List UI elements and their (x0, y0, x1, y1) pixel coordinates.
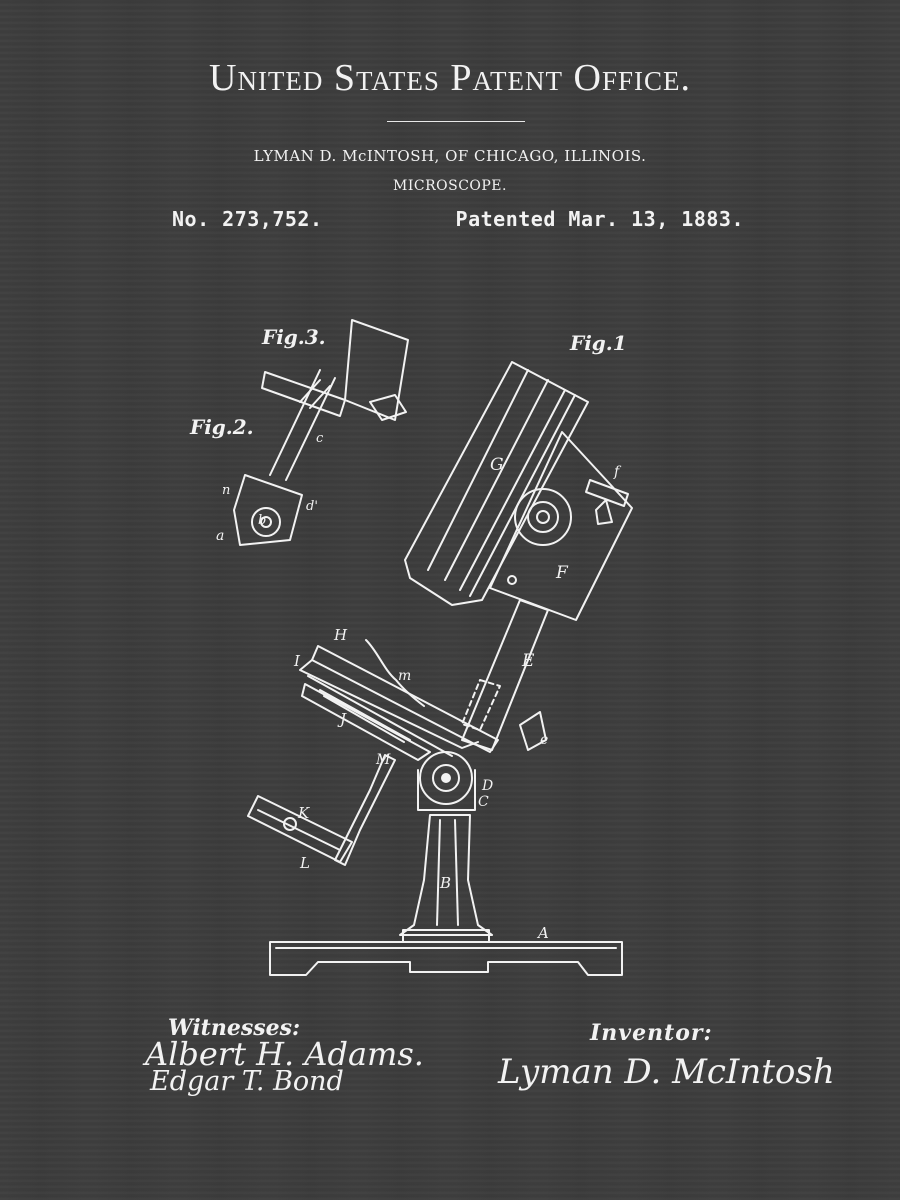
label-a: a (216, 528, 225, 544)
label-n: n (222, 483, 231, 498)
rack-housing (490, 432, 632, 620)
fig2-detail (234, 475, 302, 545)
witness-signature-1: Albert H. Adams. (145, 1035, 424, 1073)
label-b: b (258, 513, 267, 528)
label-A: A (538, 924, 549, 942)
label-I: I (294, 652, 300, 670)
label-d1: d' (306, 499, 318, 514)
patent-date: Patented Mar. 13, 1883. (455, 207, 744, 231)
label-K: K (298, 804, 310, 822)
fig3-label: Fig.3. (262, 325, 326, 349)
fig2-label: Fig.2. (190, 415, 254, 439)
label-B: B (440, 874, 452, 892)
label-D: D (482, 778, 494, 794)
label-E: E (522, 651, 535, 671)
fig3-section (345, 320, 408, 420)
mirror-arm (335, 755, 395, 865)
label-c: c (316, 431, 324, 446)
label-m: m (398, 668, 412, 684)
witnesses-heading: Witnesses: (168, 1015, 301, 1041)
label-M: M (376, 752, 391, 768)
patent-number: No. 273,752. (172, 207, 323, 231)
fig1-label: Fig.1 (570, 331, 627, 355)
label-H: H (334, 626, 348, 644)
inventor-signature: Lyman D. McIntosh (498, 1052, 835, 1092)
label-C: C (478, 794, 489, 810)
inventor-line: LYMAN D. McINTOSH, OF CHICAGO, ILLINOIS. (253, 147, 647, 165)
base-foot (270, 942, 622, 975)
label-e: e (540, 732, 549, 748)
label-J: J (340, 710, 347, 728)
office-title: United States Patent Office. (209, 57, 691, 99)
label-L: L (300, 854, 310, 872)
invention-title: MICROSCOPE. (393, 178, 507, 194)
inventor-heading: Inventor: (590, 1020, 713, 1046)
witness-signature-2: Edgar T. Bond (150, 1066, 344, 1097)
label-f: f (614, 464, 620, 480)
label-G: G (490, 455, 504, 475)
label-F: F (556, 563, 568, 583)
